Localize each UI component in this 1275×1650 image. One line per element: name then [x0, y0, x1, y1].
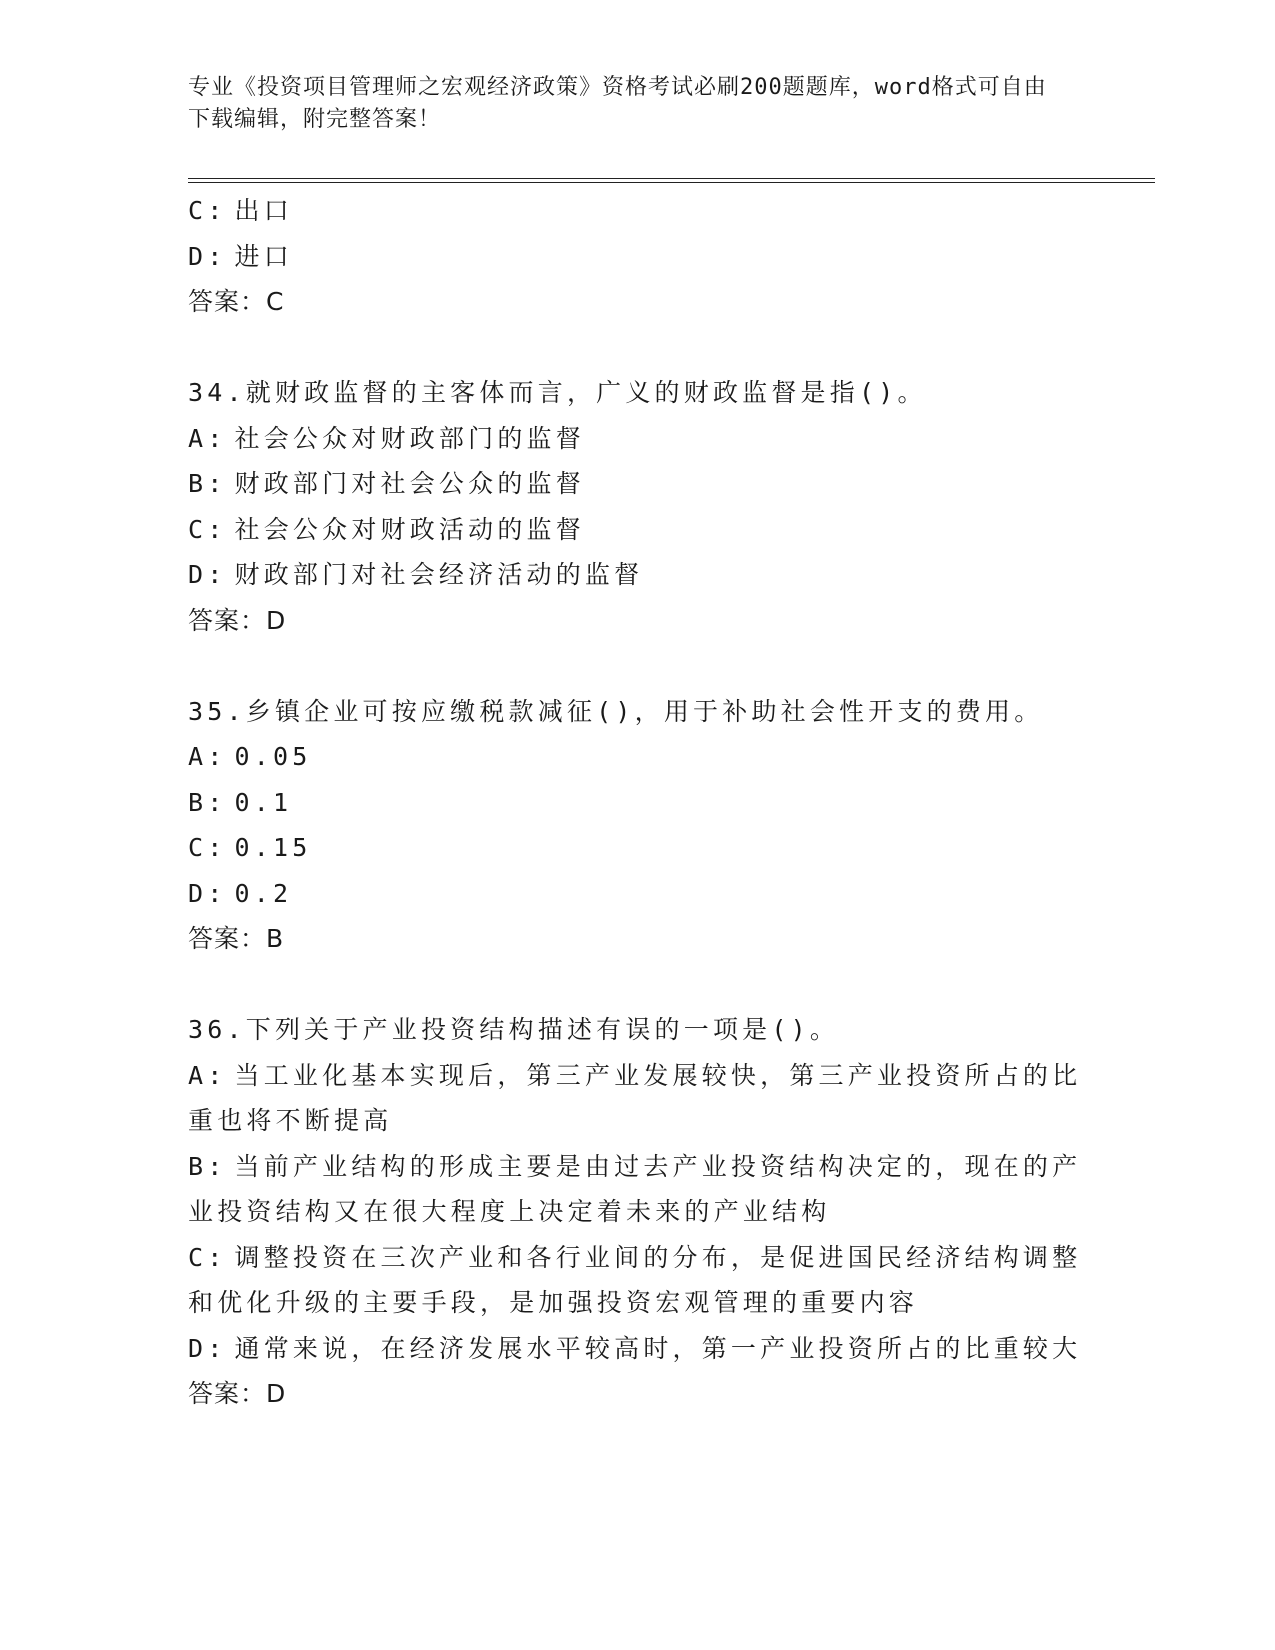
option-label: A: [188, 423, 227, 453]
option-label: D: [188, 241, 227, 271]
option-a [188, 734, 1088, 780]
option-label: C: [188, 1242, 227, 1272]
option-d [188, 871, 1088, 917]
question-text: 34.就财政监督的主客体而言，广义的财政监督是指()。 [188, 378, 927, 407]
option-text: 当工业化基本实现后，第三产业发展较快，第三产业投资所占的比重也将不断提高 [188, 1060, 1082, 1135]
answer: 答案：D [188, 1379, 287, 1408]
question-text: 35.乡镇企业可按应缴税款减征()，用于补助社会性开支的费用。 [188, 696, 1044, 726]
option-text: 0.05 [234, 742, 312, 771]
option-label: C: [188, 514, 227, 544]
question-text: 36.下列关于产业投资结构描述有误的一项是()。 [188, 1015, 840, 1044]
answer: 答案：C [188, 287, 285, 316]
option-label: A: [188, 1060, 227, 1090]
option-text: 社会公众对财政部门的监督 [234, 423, 585, 453]
question-33-partial [188, 188, 1088, 325]
option-label: A: [188, 742, 227, 771]
option-text: 0.1 [234, 787, 293, 817]
option-label: D: [188, 560, 227, 589]
option-a [188, 1053, 1088, 1144]
question-34 [188, 370, 1088, 643]
option-d [188, 1326, 1088, 1372]
option-b [188, 1144, 1088, 1235]
option-text: 社会公众对财政活动的监督 [234, 514, 585, 544]
option-label: B: [188, 787, 227, 817]
option-label: B: [188, 1151, 227, 1181]
option-c [188, 825, 1088, 871]
option-text: 调整投资在三次产业和各行业间的分布，是促进国民经济结构调整和优化升级的主要手段，是加强投资宏观管理的重要内容 [188, 1242, 1082, 1317]
option-label: C: [188, 833, 227, 862]
option-b [188, 780, 1088, 826]
option-text: 当前产业结构的形成主要是由过去产业投资结构决定的，现在的产业投资结构又在很大程度上决定着未来的产业结构 [188, 1151, 1082, 1226]
option-label: B: [188, 469, 227, 498]
option-label: C: [188, 196, 227, 225]
option-text: 进口 [234, 241, 293, 271]
option-text: 0.15 [234, 833, 312, 862]
option-c [188, 1235, 1088, 1326]
option-d [188, 552, 1088, 598]
question-list [188, 188, 1088, 1417]
option-b [188, 461, 1088, 507]
option-text: 财政部门对社会公众的监督 [234, 469, 585, 498]
document-header [188, 72, 1068, 136]
option-text: 通常来说，在经济发展水平较高时，第一产业投资所占的比重较大 [234, 1333, 1082, 1363]
answer: 答案：B [188, 924, 285, 953]
option-d [188, 234, 1088, 280]
option-text: 出口 [234, 196, 293, 225]
question-35 [188, 689, 1088, 962]
option-c [188, 507, 1088, 553]
answer: 答案：D [188, 605, 287, 635]
option-text: 0.2 [234, 878, 293, 908]
header-text: 专业《投资项目管理师之宏观经济政策》资格考试必刷200题题库，word格式可自由下载编辑，附完整答案！ [188, 75, 1047, 132]
option-label: D: [188, 1333, 227, 1363]
option-text: 财政部门对社会经济活动的监督 [234, 560, 644, 589]
option-c [188, 188, 1088, 234]
option-label: D: [188, 878, 227, 908]
option-a [188, 416, 1088, 462]
question-36 [188, 1007, 1088, 1417]
header-divider [188, 178, 1155, 183]
